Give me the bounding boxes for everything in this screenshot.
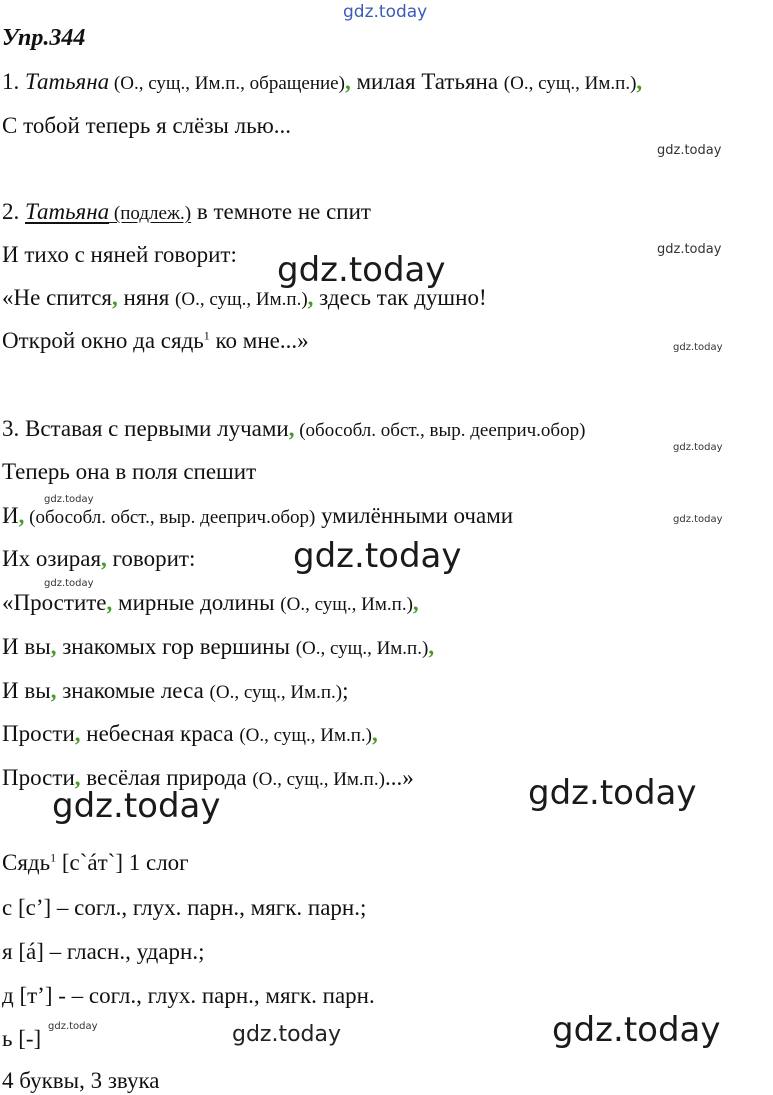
s3-l5a: «Простите — [2, 590, 107, 615]
s3-line7 — [2, 677, 349, 707]
watermark-tiny-3: gdz.today — [44, 494, 94, 505]
s3-l4-comma: , — [101, 546, 107, 571]
s3-line4 — [2, 545, 195, 573]
watermark-tiny-5: gdz.today — [44, 578, 94, 589]
s3-l9b: весёлая природа — [80, 765, 253, 790]
s2-line4 — [2, 327, 309, 355]
s2-l4b: ко мне...» — [209, 328, 309, 353]
s3-l7d: ; — [342, 678, 349, 703]
phon-word: Сядь — [2, 850, 51, 875]
s3-l8-note: (О., сущ., Им.п.) — [239, 725, 372, 746]
s3-l4b: говорит: — [106, 546, 196, 571]
phon-line3: я [á] – гласн., ударн.; — [2, 939, 205, 964]
phon-footnote-marker: 1 — [50, 850, 57, 865]
s3-line8 — [2, 720, 378, 750]
s3-l3a: И — [2, 503, 19, 528]
s3-line3 — [2, 502, 513, 532]
s3-l3b: умилёнными очами — [315, 503, 514, 528]
s2-text1: в темноте не спит — [191, 199, 371, 224]
watermark-tiny-1: gdz.today — [673, 342, 723, 353]
s3-l1a: 3. Вставая с первыми лучами — [2, 416, 289, 441]
watermark-tiny-2: gdz.today — [673, 442, 723, 453]
s2-l3-comma1: , — [112, 285, 118, 310]
s3-l8a: Прости — [2, 721, 75, 746]
s1-note2: (О., сущ., Им.п.) — [503, 73, 637, 94]
s3-l3-note: (обособл. обст., выр. дееприч.обор) — [24, 507, 316, 528]
s2-l3d: здесь так душно! — [313, 285, 487, 310]
s3-l5-comma1: , — [106, 590, 113, 615]
watermark-big-2: gdz.today — [293, 536, 462, 576]
s2-note1: (подлеж.) — [109, 203, 192, 224]
s3-l6-comma2: , — [428, 634, 435, 659]
phon-transcription: [с`áт`] 1 слог — [56, 850, 189, 875]
s3-l7-comma: , — [50, 678, 57, 703]
s3-line1 — [2, 415, 585, 445]
phon-line4: д [т’] - – согл., глух. парн., мягк. парн. — [2, 983, 375, 1008]
s1-comma1: , — [344, 69, 351, 94]
s3-line6 — [2, 633, 434, 663]
phon-line6: 4 буквы, 3 звука — [2, 1068, 160, 1093]
watermark-tiny-4: gdz.today — [673, 514, 723, 525]
s3-line2: Теперь она в поля спешит — [2, 459, 257, 484]
s1-word-tatyana: Татьяна — [25, 69, 110, 94]
s3-l5-comma2: , — [412, 590, 419, 615]
watermark-medium: gdz.today — [232, 1022, 342, 1047]
s3-l7-note: (О., сущ., Им.п.) — [209, 682, 343, 703]
s1-num: 1. — [2, 69, 25, 94]
s3-l9-note: (О., сущ., Им.п.) — [252, 769, 385, 790]
phon-line5: ь [-] — [2, 1026, 42, 1051]
s3-l6-comma1: , — [50, 634, 57, 659]
s3-l4a: Их озирая — [2, 546, 102, 571]
s2-num: 2. — [2, 199, 25, 224]
s3-l7b: знакомые леса — [56, 678, 210, 703]
s3-l8-comma2: , — [371, 721, 378, 746]
s3-l7a: И вы — [2, 678, 51, 703]
footnote-marker: 1 — [203, 328, 210, 343]
s3-l6b: знакомых гор вершины — [56, 634, 296, 659]
s2-l4a: Открой окно да сядь — [2, 328, 204, 353]
watermark-top: gdz.today — [343, 2, 428, 22]
s2-line2: И тихо с няней говорит: — [2, 242, 237, 267]
s3-l8-comma1: , — [74, 721, 81, 746]
s2-line3 — [2, 284, 487, 314]
s3-l5-note: (О., сущ., Им.п.) — [280, 594, 413, 615]
s1-note1: (О., сущ., Им.п., обращение) — [109, 73, 345, 94]
s3-l6a: И вы — [2, 634, 51, 659]
phon-line1 — [2, 849, 189, 877]
s3-l9-comma: , — [74, 765, 81, 790]
s3-l6-note: (О., сущ., Им.п.) — [295, 638, 429, 659]
s2-l3-comma2: , — [307, 285, 314, 310]
s3-l9a: Прости — [2, 765, 75, 790]
s1-text2: милая Татьяна — [350, 69, 504, 94]
s2-l3-note: (О., сущ., Им.п.) — [175, 289, 308, 310]
watermark-big-3: gdz.today — [528, 773, 697, 813]
watermark-big-1: gdz.today — [277, 250, 446, 290]
watermark-small-1: gdz.today — [657, 143, 722, 158]
s2-l3b: няня — [117, 285, 176, 310]
watermark-small-2: gdz.today — [657, 242, 722, 257]
s3-l9d: ...» — [384, 765, 414, 790]
s2-line1 — [2, 198, 371, 228]
s3-l1-note: (обособл. обст., выр. дееприч.обор) — [294, 420, 586, 441]
s3-l5b: мирные долины — [112, 590, 281, 615]
s1-line1 — [2, 68, 642, 98]
s2-l3a: «Не спится — [2, 285, 113, 310]
watermark-big-4: gdz.today — [52, 786, 221, 826]
s2-subject: Татьяна — [25, 199, 110, 224]
phon-line2: с [с’] – согл., глух. парн., мягк. парн.; — [2, 895, 367, 920]
s3-l1-comma: , — [288, 416, 295, 441]
s3-line5 — [2, 589, 419, 619]
s3-l8b: небесная краса — [80, 721, 240, 746]
s1-line2: С тобой теперь я слёзы лью... — [2, 113, 292, 138]
exercise-title: Упр.344 — [2, 25, 86, 51]
s3-l3-comma: , — [18, 503, 25, 528]
watermark-tiny-6: gdz.today — [48, 1021, 98, 1032]
s1-comma2: , — [636, 69, 643, 94]
watermark-big-5: gdz.today — [552, 1010, 721, 1050]
